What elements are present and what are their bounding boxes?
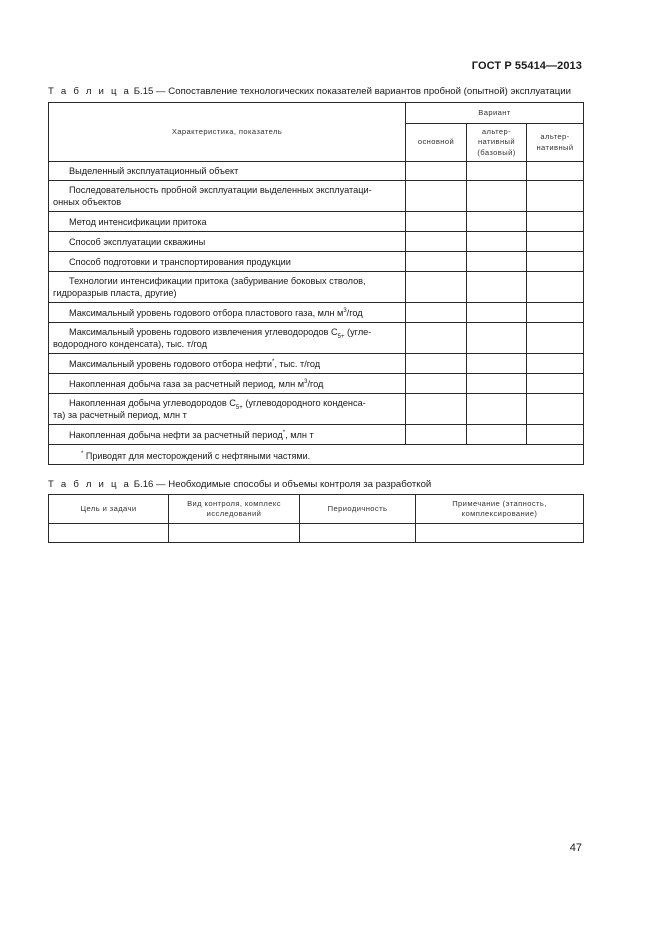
cell-alt (527, 323, 584, 354)
cell-basic (406, 162, 467, 181)
document-code: ГОСТ Р 55414—2013 (471, 60, 582, 72)
cell-alt (527, 272, 584, 303)
cell-alt-base (467, 162, 527, 181)
cell-basic (406, 425, 467, 445)
cell-alt (527, 232, 584, 252)
cell-note (416, 524, 584, 543)
cell-basic (406, 354, 467, 374)
header-goal: Цель и задачи (49, 495, 169, 524)
header-control-type: Вид контроля, комплекс исследований (169, 495, 300, 524)
cell-alt (527, 354, 584, 374)
table-row: Накопленная добыча нефти за расчетный период*, млн т (49, 425, 584, 445)
table-row: Накопленная добыча углеводородов $С_{5+}$ (углеводородного конденса- та) за расчетный период, млн т (49, 394, 584, 425)
header-characteristic: Характеристика, показатель (49, 103, 406, 162)
cell-alt-base (467, 425, 527, 445)
cell-basic (406, 232, 467, 252)
table-row: Метод интенсификации притока (49, 212, 584, 232)
cell-alt (527, 212, 584, 232)
cell-alt (527, 181, 584, 212)
table-15-caption (48, 86, 571, 97)
cell-basic (406, 212, 467, 232)
cell-basic (406, 252, 467, 272)
table-row: Накопленная добыча газа за расчетный период, млн $м^3$/год (49, 374, 584, 394)
cell-alt (527, 394, 584, 425)
header-alt: альтер- нативный (527, 124, 584, 162)
header-variant: Вариант (406, 103, 584, 124)
header-alt-base: альтер- нативный (базовый) (467, 124, 527, 162)
cell-basic (406, 272, 467, 303)
cell-alt-base (467, 232, 527, 252)
cell-basic (406, 374, 467, 394)
caption-prefix: Т а б л и ц а (48, 479, 132, 490)
cell-alt-base (467, 394, 527, 425)
cell-alt (527, 162, 584, 181)
cell-basic (406, 181, 467, 212)
cell-alt-base (467, 303, 527, 323)
header-basic: основной (406, 124, 467, 162)
cell-alt (527, 425, 584, 445)
cell-control-type (169, 524, 300, 543)
cell-basic (406, 394, 467, 425)
cell-alt-base (467, 323, 527, 354)
cell-alt-base (467, 212, 527, 232)
cell-alt-base (467, 181, 527, 212)
table-row: Технологии интенсификации притока (забуривание боковых стволов, гидроразрыв пласта, другие) (49, 272, 584, 303)
table-row: Выделенный эксплуатационный объект (49, 162, 584, 181)
cell-alt (527, 252, 584, 272)
cell-alt (527, 374, 584, 394)
table-15 (48, 102, 584, 465)
cell-alt-base (467, 252, 527, 272)
caption-text: Б.16 — Необходимые способы и объемы контроля за разработкой (131, 479, 432, 490)
cell-periodicity (300, 524, 416, 543)
cell-alt-base (467, 272, 527, 303)
table-row: Способ подготовки и транспортирования продукции (49, 252, 584, 272)
cell-alt-base (467, 374, 527, 394)
cell-goal (49, 524, 169, 543)
caption-prefix: Т а б л и ц а (48, 86, 132, 97)
cell-basic (406, 303, 467, 323)
table-row: Последовательность пробной эксплуатации выделенных эксплуатаци- онных объектов (49, 181, 584, 212)
table-row: Способ эксплуатации скважины (49, 232, 584, 252)
page-number: 47 (569, 842, 582, 854)
caption-text: Б.15 — Сопоставление технологических показателей вариантов пробной (опытной) эксплуатации (131, 86, 571, 97)
table-16 (48, 494, 584, 543)
cell-basic (406, 323, 467, 354)
table-footnote: * Приводят для месторождений с нефтяными частями. (49, 445, 584, 465)
header-periodicity: Периодичность (300, 495, 416, 524)
cell-alt (527, 303, 584, 323)
table-16-caption (48, 479, 431, 490)
table-row: Максимальный уровень годового извлечения углеводородов $С_{5+}$ (угле- водородного конденсата), тыс. т/год (49, 323, 584, 354)
table-row: Максимальный уровень годового отбора пластового газа, млн $м^3$/год (49, 303, 584, 323)
table-row: Максимальный уровень годового отбора нефти*, тыс. т/год (49, 354, 584, 374)
table-row (49, 524, 584, 543)
header-note: Примечание (этапность, комплексирование) (416, 495, 584, 524)
cell-alt-base (467, 354, 527, 374)
